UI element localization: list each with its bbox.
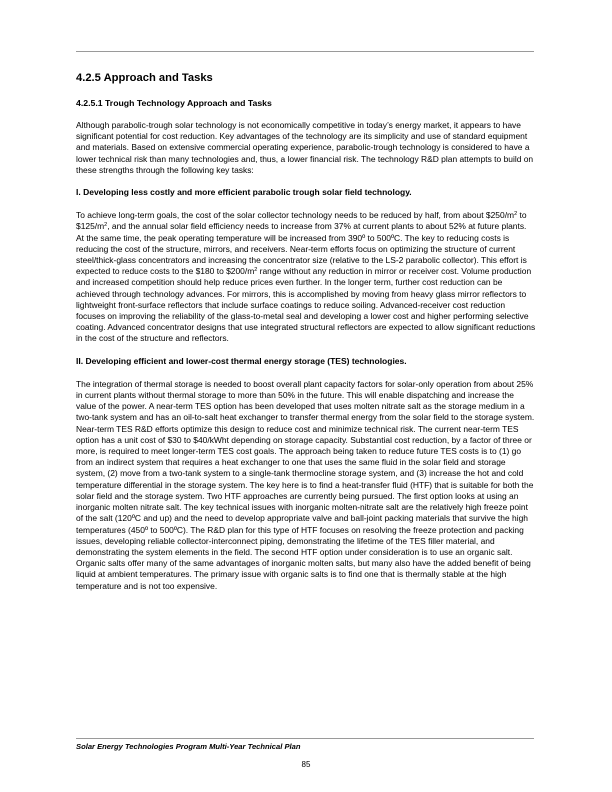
- intro-paragraph: Although parabolic-trough solar technology is not economically competitive in today’s energy market, it appears to have significant potential for cost reduction. Key advantages of the technology are its simplicity and use of standard equipment and materials. Based on extensive commercial operating experience, parabolic-trough technology is considered to have a lower technical risk than many technologies and, thus, a lower financial risk. The technology R&D plan attempts to build on these strengths through the following key tasks:: [76, 120, 534, 175]
- footer-title: Solar Energy Technologies Program Multi-Year Technical Plan: [76, 742, 301, 751]
- header-rule: [76, 51, 534, 52]
- page-number: 85: [301, 760, 311, 769]
- task-1-paragraph: [76, 210, 536, 344]
- task-2-title: II. Developing efficient and lower-cost thermal energy storage (TES) technologies.: [76, 355, 407, 366]
- subsection-heading: 4.2.5.1 Trough Technology Approach and Tasks: [76, 98, 272, 108]
- task-1-text-d: range without any reduction in mirror or receiver cost. Volume production and increased competition should help reduce prices even further. In the longer term, further cost reduction can be achieved through technology advances. For mirrors, this is accomplished by moving from heavy glass mirror reflectors to lightweight front-surface reflectors that include surface coatings to reduce soiling. Advanced-receiver cost reduction focuses on improving the reliability of the glass-to-metal seal and developing a lower cost and higher performing selective coating. Advanced concentrator designs that use integrated structural reflectors are expected to allow significant reductions in the cost of the structure and reflectors.: [76, 266, 536, 344]
- task-2-paragraph: The integration of thermal storage is needed to boost overall plant capacity factors for solar-only operation from about 25% in current plants without thermal storage to more than 50% in the future. This will enable dispatching and increase the value of the power. A near-term TES option has been developed that uses molten nitrate salt as the storage medium in a two-tank system and has an oil-to-salt heat exchanger to transfer thermal energy from the solar field to the storage system. Near-term TES R&D efforts optimize this design to reduce cost and minimize technical risk. The current near-term TES option has a unit cost of $30 to $40/kWht depending on storage capacity. Substantial cost reduction, by a factor of three or more, is required to meet longer-term TES cost goals. The approach being taken to reduce future TES costs is to (1) go from an indirect system that requires a heat exchanger to one that uses the same fluid in the solar field and storage system, (2) move from a two-tank system to a single-tank thermocline storage system, and (3) increase the hot and cold temperature differential in the storage system. The key here is to find a heat-transfer fluid (HTF) that is suitable for both the solar field and the storage system. Two HTF approaches are currently being pursued. The first option looks at using an inorganic molten nitrate salt. The key technical issues with inorganic molten-nitrate salt are the relatively high freeze point of the salt (120ºC and up) and the need to develop appropriate valve and ball-joint packing materials that survive the high temperatures (450º to 500ºC). The R&D plan for this type of HTF focuses on resolving the freeze protection and packing issues, developing reliable collector-interconnect piping, demonstrating the lifetime of the TES filler material, and demonstrating the system elements in the field. The second HTF option under consideration is to use an organic salt. Organic salts offer many of the same advantages of inorganic molten salts, but many also have the added benefit of being liquid at ambient temperatures. The primary issue with organic salts is to find one that is thermally stable at the high temperature and is not too expensive.: [76, 378, 535, 591]
- section-heading: 4.2.5 Approach and Tasks: [76, 72, 213, 84]
- superscript-a: 2: [514, 211, 518, 218]
- task-1-text-b: to $125/m: [76, 210, 527, 232]
- task-1-text-a: To achieve long-term goals, the cost of the solar collector technology needs to be reduced by half, from about $250/m: [76, 210, 515, 221]
- task-1-text-c: , and the annual solar field efficiency needs to increase from 37% at current plants to about 52% at future plants. At the same time, the peak operating temperature will be increased from 390º to 500ºC. The key to reducing costs is reducing the cost of the structure, mirrors, and receivers. Near-term efforts focus on optimizing the structure of current steel/thick-glass concentrators and increasing the concentrator size (relative to the LS-2 parabolic collector). This effort is expected to reduce costs to the $180 to $200/m: [76, 221, 527, 277]
- document-body: [76, 71, 536, 603]
- superscript-b: 2: [104, 222, 108, 229]
- footer-rule: [76, 738, 534, 739]
- task-1-title: I. Developing less costly and more efficient parabolic trough solar field technology.: [76, 187, 412, 198]
- superscript-c: 2: [254, 267, 258, 274]
